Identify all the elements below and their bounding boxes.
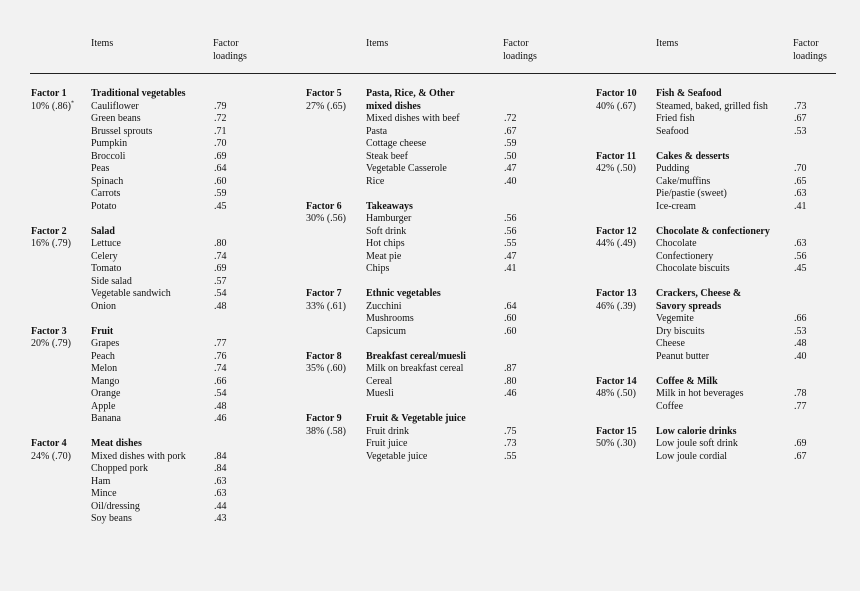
item-loading: .60 <box>504 325 517 337</box>
item-name: Mixed dishes with beef <box>366 113 460 124</box>
factor-title: Traditional vegetables <box>91 88 186 99</box>
factor-header <box>596 376 658 401</box>
table-row <box>366 375 517 389</box>
item-name: Peach <box>91 350 115 362</box>
item-name: Coffee <box>656 400 684 412</box>
item-loading: .67 <box>794 113 807 124</box>
table-row <box>656 238 807 251</box>
factor-group <box>596 88 807 138</box>
item-name: Seafood <box>656 125 689 137</box>
item-loading: .73 <box>504 438 517 449</box>
factor-group <box>306 413 517 463</box>
item-loading: .63 <box>794 188 807 199</box>
variance-value: 48% (.50) <box>596 388 636 399</box>
factor-title: Takeaways <box>366 200 413 212</box>
item-name: Vegetable juice <box>366 450 428 462</box>
item-name: Pasta <box>366 125 388 137</box>
item-loading: .41 <box>794 200 807 212</box>
item-name: Potato <box>91 200 117 212</box>
item-name: Carrots <box>91 188 121 199</box>
item-loading: .64 <box>214 163 227 174</box>
item-name: Steak beef <box>366 150 408 162</box>
factor-title: Pasta, Rice, & Other mixed dishes <box>366 88 455 112</box>
item-name: Milk in hot beverages <box>656 388 744 399</box>
factor-variance <box>596 438 658 451</box>
table-row <box>366 163 517 176</box>
item-loading: .54 <box>214 388 227 399</box>
item-loading: .63 <box>794 238 807 249</box>
factor-variance <box>596 163 658 176</box>
table-row <box>91 250 227 264</box>
factor-title: Coffee & Milk <box>656 375 718 387</box>
item-name: Chopped pork <box>91 463 148 474</box>
factor-variance <box>31 238 93 251</box>
factor-header <box>306 88 368 113</box>
variance-value: 46% (.39) <box>596 300 636 312</box>
item-loading: .59 <box>504 138 517 149</box>
table-row <box>91 175 227 189</box>
table-row <box>91 263 227 276</box>
table-row <box>656 125 807 139</box>
table-row <box>91 238 227 251</box>
item-loading: .84 <box>214 463 227 474</box>
item-loading: .67 <box>504 125 517 137</box>
factor-group <box>596 288 807 363</box>
table-row <box>366 250 517 264</box>
item-loading: .57 <box>214 275 227 287</box>
factor-variance <box>596 238 658 251</box>
item-name: Orange <box>91 388 121 399</box>
factor-title: Ethnic vegetables <box>366 288 441 299</box>
item-loading: .48 <box>214 400 227 412</box>
factor-variance <box>306 363 368 376</box>
table-row <box>366 313 517 326</box>
item-loading: .60 <box>504 313 517 324</box>
table-row <box>91 513 227 526</box>
item-loading: .56 <box>794 250 807 262</box>
item-loading: .72 <box>504 113 517 124</box>
item-loading: .45 <box>794 263 807 274</box>
table-row <box>656 200 807 214</box>
item-name: Vegetable sandwich <box>91 288 171 299</box>
variance-value: 40% (.67) <box>596 100 636 112</box>
factor-title: Salad <box>91 225 115 237</box>
table-column-2 <box>306 88 517 476</box>
header-rule <box>30 73 836 74</box>
item-loading: .55 <box>504 238 517 249</box>
item-name: Mixed dishes with pork <box>91 450 186 462</box>
factor-header <box>306 288 368 313</box>
factor-name: Factor 10 <box>596 88 637 99</box>
table-row <box>91 150 227 164</box>
item-name: Vegemite <box>656 313 694 324</box>
factor-name: Factor 2 <box>31 225 67 237</box>
factor-name: Factor 14 <box>596 375 637 387</box>
table-row <box>91 500 227 514</box>
factor-title: Chocolate & confectionery <box>656 225 770 237</box>
item-loading: .40 <box>504 175 517 187</box>
factor-variance <box>31 338 93 351</box>
table-row <box>366 125 517 139</box>
item-loading: .80 <box>504 375 517 387</box>
item-loading: .69 <box>214 150 227 162</box>
factor-header <box>596 226 658 251</box>
table-row <box>91 300 227 314</box>
item-loading: .76 <box>214 350 227 362</box>
item-name: Mince <box>91 488 117 499</box>
factor-title: Cakes & desserts <box>656 150 730 162</box>
factor-group <box>596 150 807 214</box>
item-name: Hamburger <box>366 213 412 224</box>
item-name: Milk on breakfast cereal <box>366 363 464 374</box>
table-row <box>366 175 517 189</box>
table-row <box>366 438 517 451</box>
table-row <box>91 388 227 401</box>
item-loading: .69 <box>794 438 807 449</box>
item-loading: .41 <box>504 263 517 274</box>
item-loading: .43 <box>214 513 227 524</box>
table-row <box>91 125 227 139</box>
factor-title: Meat dishes <box>91 438 142 449</box>
factor-name: Factor 8 <box>306 350 342 362</box>
table-row <box>91 463 227 476</box>
table-row <box>366 150 517 164</box>
header-items-3: Items <box>656 38 679 49</box>
item-loading: .53 <box>794 125 807 137</box>
item-loading: .75 <box>504 425 517 437</box>
table-row <box>656 338 807 351</box>
item-name: Peanut butter <box>656 350 710 362</box>
table-row <box>656 263 807 276</box>
table-row <box>366 325 517 339</box>
item-name: Pie/pastie (sweet) <box>656 188 727 199</box>
item-loading: .55 <box>504 450 517 462</box>
factor-group <box>31 438 227 526</box>
item-loading: .48 <box>214 300 227 312</box>
factor-name: Factor 4 <box>31 438 67 449</box>
factor-group <box>596 425 807 464</box>
item-name: Confectionery <box>656 250 714 262</box>
item-loading: .65 <box>794 175 807 187</box>
item-loading: .59 <box>214 188 227 199</box>
factor-name: Factor 6 <box>306 200 342 212</box>
variance-value: 16% (.79) <box>31 238 71 249</box>
item-name: Spinach <box>91 175 124 187</box>
item-name: Onion <box>91 300 116 312</box>
factor-group <box>306 350 517 401</box>
item-loading: .87 <box>504 363 517 374</box>
item-name: Capsicum <box>366 325 406 337</box>
header-items-1: Items <box>91 38 114 49</box>
item-name: Zucchini <box>366 300 402 312</box>
factor-variance <box>31 451 93 464</box>
item-name: Celery <box>91 250 118 262</box>
factor-variance <box>306 301 368 314</box>
item-name: Apple <box>91 400 116 412</box>
table-row <box>366 425 517 439</box>
table-row <box>91 413 227 426</box>
item-name: Dry biscuits <box>656 325 705 337</box>
table-row <box>91 488 227 501</box>
table-row <box>656 438 807 451</box>
variance-value: 20% (.79) <box>31 338 71 349</box>
item-name: Soft drink <box>366 225 407 237</box>
item-name: Chocolate biscuits <box>656 263 730 274</box>
item-loading: .53 <box>794 325 807 337</box>
factor-name: Factor 12 <box>596 225 637 237</box>
factor-header <box>306 413 368 438</box>
variance-value: 10% (.86) <box>31 100 71 112</box>
factor-group <box>31 325 227 426</box>
item-name: Melon <box>91 363 118 374</box>
variance-value: 44% (.49) <box>596 238 636 249</box>
item-loading: .69 <box>214 263 227 274</box>
item-name: Ham <box>91 475 111 487</box>
item-loading: .47 <box>504 163 517 174</box>
table-row <box>366 263 517 276</box>
factor-variance <box>596 101 658 114</box>
table-row <box>366 213 517 226</box>
item-name: Pumpkin <box>91 138 128 149</box>
table-row <box>366 300 517 314</box>
table-row <box>366 238 517 251</box>
table-row <box>91 100 227 114</box>
item-loading: .63 <box>214 488 227 499</box>
factor-header <box>31 226 93 251</box>
item-loading: .70 <box>794 163 807 174</box>
item-name: Cake/muffins <box>656 175 711 187</box>
item-name: Steamed, baked, grilled fish <box>656 100 768 112</box>
table-column-1 <box>31 88 227 538</box>
factor-group <box>306 288 517 338</box>
table-row <box>656 113 807 126</box>
item-name: Pudding <box>656 163 690 174</box>
item-name: Cauliflower <box>91 100 139 112</box>
item-loading: .79 <box>214 100 227 112</box>
table-row <box>656 388 807 401</box>
table-row <box>656 400 807 414</box>
item-loading: .63 <box>214 475 227 487</box>
table-row <box>91 188 227 201</box>
item-name: Oil/dressing <box>91 500 140 512</box>
item-loading: .78 <box>794 388 807 399</box>
table-row <box>91 288 227 301</box>
item-name: Brussel sprouts <box>91 125 153 137</box>
item-name: Hot chips <box>366 238 405 249</box>
item-name: Cereal <box>366 375 393 387</box>
variance-value: 24% (.70) <box>31 450 71 462</box>
table-row <box>656 175 807 189</box>
item-loading: .48 <box>794 338 807 349</box>
table-row <box>656 313 807 326</box>
factor-header <box>31 88 93 113</box>
table-row <box>91 450 227 464</box>
item-loading: .47 <box>504 250 517 262</box>
variance-value: 38% (.58) <box>306 425 346 437</box>
table-row <box>91 338 227 351</box>
item-loading: .54 <box>214 288 227 299</box>
header-items-2: Items <box>366 38 389 49</box>
factor-variance <box>596 388 658 401</box>
item-loading: .77 <box>794 400 807 412</box>
factor-group <box>306 88 517 188</box>
item-name: Banana <box>91 413 121 424</box>
item-name: Mushrooms <box>366 313 414 324</box>
table-row <box>91 163 227 176</box>
table-row <box>366 450 517 464</box>
item-loading: .70 <box>214 138 227 149</box>
factor-name: Factor 7 <box>306 288 342 299</box>
factor-name: Factor 1 <box>31 88 67 99</box>
item-name: Low joule cordial <box>656 450 728 462</box>
item-name: Mango <box>91 375 120 387</box>
footnote-marker: * <box>71 100 74 107</box>
item-name: Cottage cheese <box>366 138 427 149</box>
item-loading: .84 <box>214 450 227 462</box>
factor-variance <box>596 301 658 314</box>
header-loadings-2: Factor loadings <box>503 38 537 62</box>
header-loadings-3: Factor loadings <box>793 38 827 62</box>
item-loading: .77 <box>214 338 227 349</box>
variance-value: 50% (.30) <box>596 438 636 449</box>
table-column-3 <box>596 88 807 476</box>
table-row <box>91 375 227 389</box>
item-name: Broccoli <box>91 150 126 162</box>
item-name: Rice <box>366 175 385 187</box>
factor-title: Low calorie drinks <box>656 425 737 437</box>
item-loading: .66 <box>794 313 807 324</box>
header-loadings-1: Factor loadings <box>213 38 247 62</box>
item-name: Fried fish <box>656 113 695 124</box>
factor-name: Factor 11 <box>596 150 637 162</box>
table-row <box>91 200 227 214</box>
factor-group <box>31 225 227 314</box>
item-loading: .50 <box>504 150 517 162</box>
item-name: Fruit juice <box>366 438 408 449</box>
factor-variance <box>306 213 368 226</box>
table-row <box>656 163 807 176</box>
item-loading: .44 <box>214 500 227 512</box>
factor-variance <box>31 101 93 114</box>
variance-value: 35% (.60) <box>306 363 346 374</box>
factor-title: Crackers, Cheese & Savory spreads <box>656 288 742 312</box>
table-row <box>656 350 807 364</box>
factor-variance <box>306 426 368 439</box>
factor-header <box>596 288 658 313</box>
item-loading: .45 <box>214 200 227 212</box>
table-row <box>91 475 227 489</box>
table-row <box>656 325 807 339</box>
factor-variance <box>306 101 368 114</box>
table-row <box>91 363 227 376</box>
table-row <box>366 363 517 376</box>
item-name: Muesli <box>366 388 394 399</box>
item-name: Side salad <box>91 275 132 287</box>
variance-value: 30% (.56) <box>306 213 346 224</box>
variance-value: 33% (.61) <box>306 300 346 312</box>
item-name: Chips <box>366 263 390 274</box>
factor-group <box>596 375 807 414</box>
factor-header <box>31 326 93 351</box>
factor-header <box>596 426 658 451</box>
item-name: Tomato <box>91 263 122 274</box>
factor-name: Factor 3 <box>31 325 67 337</box>
item-name: Cheese <box>656 338 685 349</box>
item-loading: .40 <box>794 350 807 362</box>
variance-value: 42% (.50) <box>596 163 636 174</box>
item-loading: .72 <box>214 113 227 124</box>
factor-title: Fruit <box>91 325 114 337</box>
factor-name: Factor 5 <box>306 88 342 99</box>
factor-name: Factor 9 <box>306 413 342 424</box>
item-name: Green beans <box>91 113 141 124</box>
factor-title: Breakfast cereal/muesli <box>366 350 466 362</box>
table-row <box>91 400 227 414</box>
table-row <box>91 138 227 151</box>
item-name: Lettuce <box>91 238 121 249</box>
factor-group <box>306 200 517 276</box>
table-row <box>366 225 517 239</box>
table-row <box>91 350 227 364</box>
factor-title: Fruit & Vegetable juice <box>366 413 466 424</box>
variance-value: 27% (.65) <box>306 100 346 112</box>
table-row <box>656 100 807 114</box>
factor-name: Factor 13 <box>596 288 637 299</box>
table-row <box>366 138 517 151</box>
item-loading: .80 <box>214 238 227 249</box>
item-name: Chocolate <box>656 238 697 249</box>
item-name: Meat pie <box>366 250 402 262</box>
item-name: Vegetable Casserole <box>366 163 447 174</box>
item-loading: .46 <box>504 388 517 399</box>
item-loading: .56 <box>504 213 517 224</box>
table-row <box>656 250 807 264</box>
table-row <box>366 113 517 126</box>
item-name: Soy beans <box>91 513 132 524</box>
factor-name: Factor 15 <box>596 425 637 437</box>
item-loading: .74 <box>214 250 227 262</box>
factor-group <box>31 88 227 213</box>
table-row <box>366 388 517 401</box>
factor-title: Fish & Seafood <box>656 88 722 99</box>
table-row <box>656 188 807 201</box>
factor-group <box>596 225 807 276</box>
factor-header <box>31 438 93 463</box>
factor-header <box>306 201 368 226</box>
item-loading: .71 <box>214 125 227 137</box>
factor-header <box>596 88 658 113</box>
item-name: Ice-cream <box>656 200 696 212</box>
table-row <box>91 113 227 126</box>
factor-header <box>596 151 658 176</box>
item-loading: .73 <box>794 100 807 112</box>
item-name: Low joule soft drink <box>656 438 738 449</box>
item-loading: .46 <box>214 413 227 424</box>
item-loading: .67 <box>794 450 807 462</box>
item-loading: .74 <box>214 363 227 374</box>
factor-header <box>306 351 368 376</box>
table-row <box>91 275 227 289</box>
item-loading: .66 <box>214 375 227 387</box>
item-name: Grapes <box>91 338 120 349</box>
table-row <box>656 450 807 464</box>
item-loading: .64 <box>504 300 517 312</box>
item-name: Peas <box>91 163 110 174</box>
item-name: Fruit drink <box>366 425 410 437</box>
item-loading: .60 <box>214 175 227 187</box>
item-loading: .56 <box>504 225 517 237</box>
